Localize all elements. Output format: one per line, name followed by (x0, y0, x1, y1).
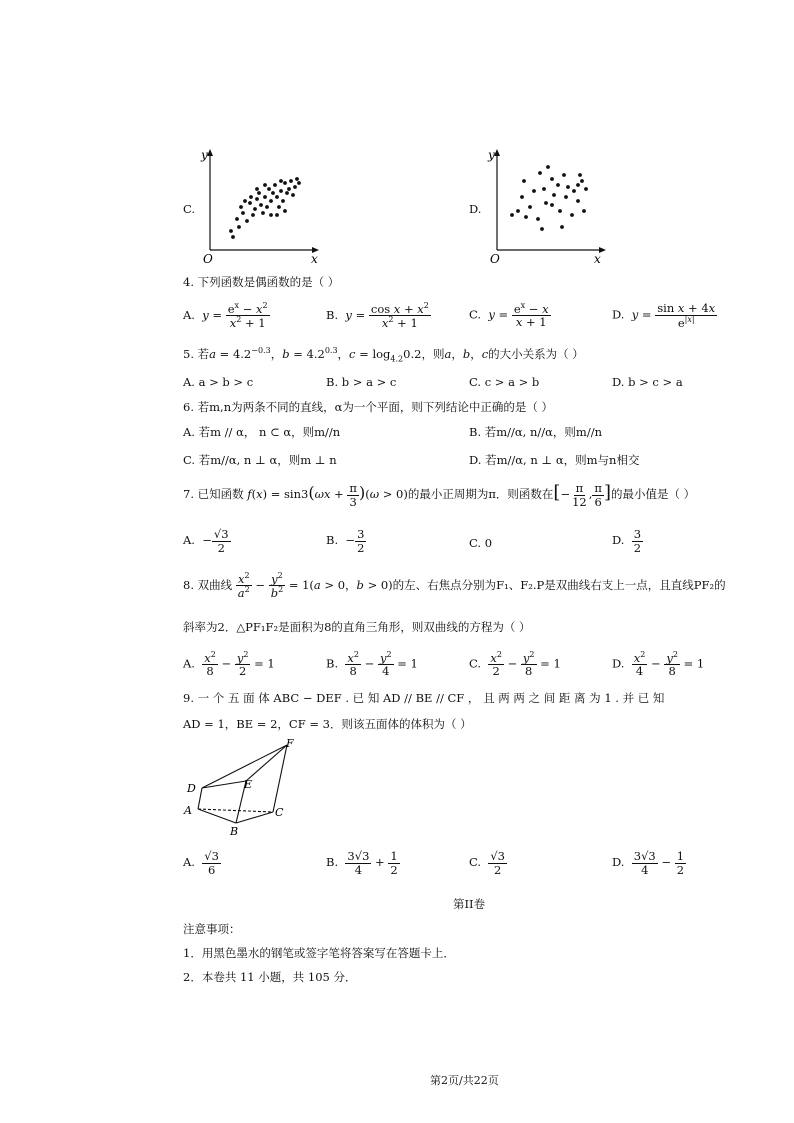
q8-option-d: D. $\frac{x^2}{4}$ − $\frac{y^2}{8}$ = 1 (612, 650, 705, 679)
scatter-point (520, 195, 524, 199)
q6-option-d: D. 若m//α, n ⊥ α，则m与n相交 (469, 453, 640, 467)
scatter-points-c (229, 177, 301, 239)
q4-option-c: C. y = $\frac{e^x - x}{x + 1}$ (469, 301, 549, 330)
y-axis-arrow (207, 149, 213, 156)
scatter-point (552, 193, 556, 197)
scatter-point (229, 229, 233, 233)
q9-option-b: B. $\frac{3√3}{4}$ + $\frac{1}{2}$ (326, 849, 398, 877)
question-7-stem: 7. 已知函数 f(x) = sin3(ωx + $\frac{\pi}{3}$ )(ω > 0)的最小正周期为π．则函数在[− $\frac{\pi}{12}$ , $\frac{\pi}{6}$ ]的最小值是（ ） (183, 481, 696, 509)
option-c-label: C. (183, 202, 196, 216)
notice-item-1: 1．用黑色墨水的钢笔或签字笔将答案写在答题卡上． (183, 946, 455, 960)
scatter-point (550, 177, 554, 181)
q6-option-c: C. 若m//α, n ⊥ α，则m ⊥ n (183, 453, 337, 467)
vertex-d-label: D (187, 782, 196, 795)
q6-option-a: A. 若m // α， n ⊂ α，则m//n (183, 425, 341, 439)
question-4-stem: 4. 下列函数是偶函数的是（ ） (183, 275, 340, 289)
scatter-point (542, 187, 546, 191)
vertex-f-label: F (286, 737, 294, 750)
scatter-point (293, 185, 297, 189)
scatter-point (566, 185, 570, 189)
scatter-point (279, 179, 283, 183)
q8-option-c: C. $\frac{x^2}{2}$ − $\frac{y^2}{8}$ = 1 (469, 650, 561, 679)
notice-item-2: 2．本卷共 11 小题，共 105 分． (183, 970, 357, 984)
scatter-point (269, 199, 273, 203)
question-6-stem: 6. 若m,n为两条不同的直线，α为一个平面，则下列结论中正确的是（ ） (183, 400, 554, 414)
origin-label: O (203, 252, 213, 266)
q4-option-d: D. y = $\frac{\text{sin x + 4x}}{e^{|x|}}$ (612, 301, 716, 330)
scatter-point (562, 173, 566, 177)
scatter-point (580, 179, 584, 183)
scatter-point (546, 165, 550, 169)
page-footer: 第2页/共22页 (430, 1074, 499, 1087)
scatter-point (279, 189, 283, 193)
q5-option-b: B. b > a > c (326, 375, 397, 389)
q8-option-b: B. $\frac{x^2}{8}$ − $\frac{y^2}{4}$ = 1 (326, 650, 418, 679)
q6-option-b: B. 若m//α, n//α，则m//n (469, 425, 602, 439)
scatter-point (516, 209, 520, 213)
q7-option-c: C. 0 (469, 536, 493, 550)
q9-option-a: A. $\frac{√3}{6}$ (183, 849, 219, 877)
notice-heading: 注意事项： (183, 922, 241, 936)
scatter-point (532, 189, 536, 193)
scatter-point (251, 213, 255, 217)
q4-option-b: B. y = $\frac{\cos x + x^2}{x^2 + 1}$ (326, 301, 429, 331)
scatter-point (297, 181, 301, 185)
scatter-point (283, 209, 287, 213)
scatter-plot-c (195, 145, 325, 267)
scatter-point (243, 199, 247, 203)
question-5-stem: 5. 若$a = 4.2^{-0.3}$，$b = 4.2^{0.3}$，$c = \log_{4.2}0.2$，则a，b，c的大小关系为（ ） (183, 346, 584, 364)
scatter-point (291, 193, 295, 197)
q8-option-a: A. $\frac{x^2}{8}$ − $\frac{y^2}{2}$ = 1 (183, 650, 275, 679)
scatter-point (271, 191, 275, 195)
scatter-plot-d (482, 145, 612, 267)
vertex-b-label: B (230, 825, 239, 838)
scatter-point (241, 211, 245, 215)
scatter-point (269, 213, 273, 217)
x-axis-label: x (594, 252, 601, 266)
scatter-point (295, 177, 299, 181)
scatter-point (249, 195, 253, 199)
scatter-point (265, 205, 269, 209)
scatter-point (237, 225, 241, 229)
scatter-point (285, 191, 289, 195)
scatter-point (289, 179, 293, 183)
scatter-point (510, 213, 514, 217)
scatter-point (564, 195, 568, 199)
scatter-point (560, 225, 564, 229)
scatter-point (257, 191, 261, 195)
scatter-point (528, 205, 532, 209)
scatter-point (248, 201, 252, 205)
scatter-point (522, 179, 526, 183)
scatter-point (558, 209, 562, 213)
scatter-point (275, 213, 279, 217)
option-d-label: D. (469, 202, 482, 216)
scatter-point (259, 203, 263, 207)
question-9-line2: AD = 1，BE = 2，CF = 3．则该五面体的体积为（ ） (183, 717, 472, 731)
question-9-line1: 9. 一 个 五 面 体 ABC − DEF . 已 知 AD // BE // CF ， 且 两 两 之 间 距 离 为 1 . 并 已 知 (183, 691, 665, 705)
scatter-point (281, 199, 285, 203)
vertex-c-label: C (275, 806, 284, 819)
scatter-point (570, 213, 574, 217)
scatter-point (277, 205, 281, 209)
q5-option-c: C. c > a > b (469, 375, 540, 389)
scatter-point (582, 209, 586, 213)
scatter-point (261, 211, 265, 215)
scatter-point (275, 195, 279, 199)
scatter-point (273, 183, 277, 187)
scatter-point (538, 171, 542, 175)
scatter-point (245, 219, 249, 223)
q9-option-c: C. $\frac{√3}{2}$ (469, 849, 506, 877)
pentahedron-figure (180, 735, 310, 840)
scatter-point (576, 199, 580, 203)
question-8-line2: 斜率为2．△PF₁F₂是面积为8的直角三角形，则双曲线的方程为（ ） (183, 620, 531, 634)
scatter-point (263, 195, 267, 199)
scatter-point (287, 187, 291, 191)
scatter-point (255, 197, 259, 201)
x-axis-label: x (311, 252, 318, 266)
scatter-point (267, 187, 271, 191)
scatter-point (550, 203, 554, 207)
scatter-point (253, 207, 257, 211)
scatter-point (540, 227, 544, 231)
scatter-point (556, 183, 560, 187)
scatter-points-d (510, 165, 588, 231)
scatter-point (283, 181, 287, 185)
scatter-point (576, 183, 580, 187)
vertex-a-label: A (184, 804, 192, 817)
y-axis-label: y (201, 148, 208, 162)
part2-title: 第II卷 (453, 897, 486, 911)
q9-option-d: D. $\frac{3√3}{4}$ − $\frac{1}{2}$ (612, 849, 685, 877)
q7-option-b: B. − $\frac{3}{2}$ (326, 527, 365, 555)
q7-option-a: A. − $\frac{√3}{2}$ (183, 527, 229, 555)
scatter-point (578, 173, 582, 177)
y-axis-arrow (494, 149, 500, 156)
origin-label: O (490, 252, 500, 266)
scatter-point (584, 187, 588, 191)
q5-option-d: D. b > c > a (612, 375, 683, 389)
scatter-point (544, 201, 548, 205)
scatter-point (235, 217, 239, 221)
question-8-stem: 8. 双曲线 $\frac{x^2}{a^2}$ − $\frac{y^2}{b^2}$ = 1(a > 0，b > 0)的左、右焦点分别为F₁、F₂.P是双曲线右支上一点，且直线PF₂的 (183, 571, 726, 601)
y-axis-label: y (488, 148, 495, 162)
scatter-point (524, 215, 528, 219)
vertex-e-label: E (244, 778, 253, 791)
scatter-point (231, 235, 235, 239)
scatter-point (263, 183, 267, 187)
q5-option-a: A. a > b > c (183, 375, 254, 389)
q7-option-d: D. $\frac{3}{2}$ (612, 527, 642, 555)
scatter-point (255, 187, 259, 191)
q4-option-a: A. y = $\frac{e^x - x^2}{x^2 + 1}$ (183, 301, 268, 331)
scatter-point (239, 205, 243, 209)
scatter-point (572, 189, 576, 193)
scatter-point (536, 217, 540, 221)
